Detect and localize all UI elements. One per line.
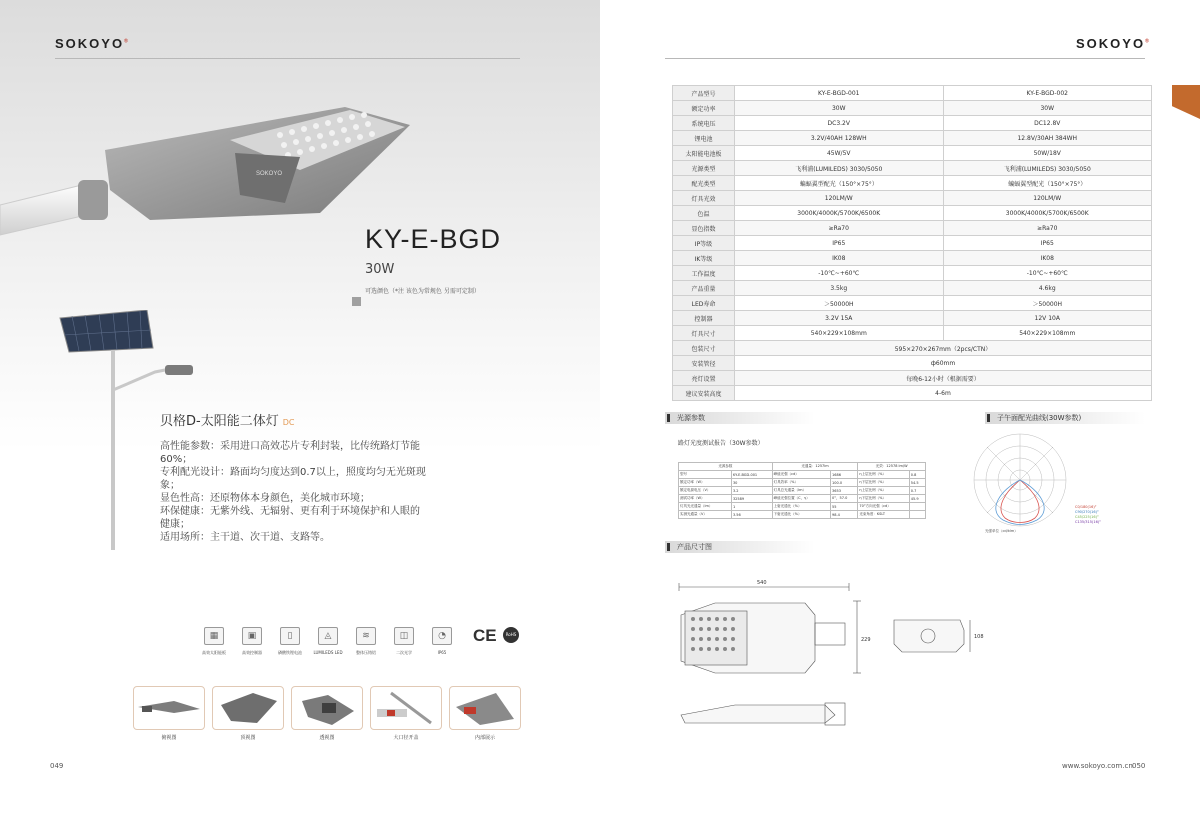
section-light-params: 光源参数 — [665, 412, 815, 424]
feature-item: 高性能参数：采用进口高效芯片专利封装，比传统路灯节能60%； — [160, 441, 420, 465]
table-row: 锂电池 3.2V/40AH 128WH 12.8V/30AH 384WH — [673, 131, 1152, 146]
table-row: 色温 3000K/4000K/5700K/6500K 3000K/4000K/5700K/6500K — [673, 206, 1152, 221]
view-top: 顶视图 — [212, 686, 284, 741]
table-row: 实测光通量（V） 3.56 下射光通比（%） 98.4 光束角度：KSLT — [679, 511, 926, 519]
feature-icons — [198, 627, 458, 656]
table-row: 光源类型 飞利浦(LUMILEDS) 3030/5050 飞利浦(LUMILEDS) 3030/5050 — [673, 161, 1152, 176]
table-row: 亮灯设置 每晚6-12小时（根据需要） — [673, 371, 1152, 386]
page-number-right: 050 — [1132, 762, 1146, 770]
curve-caption: 光强单位（cd/klm） — [985, 529, 1018, 533]
heat-sink-icon: ≋ 整体压铸铝 — [350, 627, 382, 656]
table-row: 建议安装高度 4-6m — [673, 386, 1152, 401]
polar-distribution-chart — [965, 430, 1075, 535]
page-tab-marker — [1172, 85, 1200, 119]
table-row: 产品重量 3.5kg 4.6kg — [673, 281, 1152, 296]
header-divider — [55, 58, 520, 59]
color-swatch-grey — [352, 297, 361, 306]
color-note: 可选颜色（*注 该色为常规色 另需可定制） — [365, 288, 480, 295]
table-row: IP等级 IP65 IP65 — [673, 236, 1152, 251]
battery-icon: ▯ 磷酸铁锂电池 — [274, 627, 306, 656]
table-row: 控制器 3.2V 15A 12V 10A — [673, 311, 1152, 326]
right-page — [600, 0, 1200, 820]
brand-logo: SOKOYO® — [1076, 36, 1151, 51]
table-row: 额定功率 30W 30W — [673, 101, 1152, 116]
optics-icon: ◫ 二次光学 — [388, 627, 420, 656]
table-row: 额定电源电压（V） 3.2 灯具总光通量（lm） 3653 η上层比例（%） 0.7 — [679, 487, 926, 495]
table-row: IK等级 IK08 IK08 — [673, 251, 1152, 266]
table-row: 灯具光效 120LM/W 120LM/W — [673, 191, 1152, 206]
model-title: KY-E-BGD — [365, 224, 502, 254]
waterproof-icon: ◔ IP65 — [426, 627, 458, 656]
feature-item: 专利配光设计：路面均匀度达到0.7以上，照度均匀无光斑现象； — [160, 467, 426, 491]
controller-icon: ▣ 高效控制器 — [236, 627, 268, 656]
feature-item: 显色性高：还原物体本身颜色，美化城市环境； — [160, 493, 370, 504]
table-row: 太阳能电池板 45W/5V 50W/18V — [673, 146, 1152, 161]
table-row: 工作温度 -10℃~+60℃ -10℃~+60℃ — [673, 266, 1152, 281]
solar-panel-icon: ▦ 高效太阳能板 — [198, 627, 230, 656]
power-rating: 30W — [365, 262, 395, 277]
curve-legend: C0/180(16)° C90/270(16)° C45/225(16)° C135/315(16)° — [1075, 505, 1101, 524]
photometric-table — [678, 462, 926, 519]
dimension-width: 540 — [757, 580, 767, 586]
street-light-hero-image — [0, 95, 420, 245]
table-row: 配光类型 蝙蝠翼型配光（150°×75°） 蝙蝠翼型配光（150°×75°） — [673, 176, 1152, 191]
rohs-mark: RoHS — [503, 627, 519, 643]
led-icon: ◬ LUMILEDS LED — [312, 627, 344, 656]
table-row: 灯具尺寸 540×229×108mm 540×229×108mm — [673, 326, 1152, 341]
view-perspective: 透视图 — [291, 686, 363, 741]
dimension-depth: 108 — [974, 634, 984, 640]
report-title: 路灯光度测试报告（30W参数） — [678, 440, 764, 447]
website: www.sokoyo.com.cn — [1062, 762, 1133, 770]
brand-logo: SOKOYO® — [55, 36, 130, 51]
feature-item: 环保健康：无紫外线、无辐射、更有利于环境保护和人眼的健康； — [160, 506, 420, 530]
table-row: 光源参数 光通量：1257lm 光效：12578 lm/W — [679, 463, 926, 471]
table-row: 显色指数 ≥Ra70 ≥Ra70 — [673, 221, 1152, 236]
feature-item: 适用场所：主干道、次干道、支路等。 — [160, 532, 330, 543]
table-row: 产品型号 KY-E-BGD-001 KY-E-BGD-002 — [673, 86, 1152, 101]
view-internal: 内部展示 — [449, 686, 521, 741]
table-row: LED寿命 ＞50000H ＞50000H — [673, 296, 1152, 311]
table-row: 安装管径 ф60mm — [673, 356, 1152, 371]
table-row: 型号 KY-E-BGD-001 峰值光强（cd） 1686 η上层比例（%） 0.8 — [679, 471, 926, 479]
ce-mark: CE — [473, 626, 497, 645]
view-side: 俯视图 — [133, 686, 205, 741]
section-light-curve: 子午面配光曲线(30W参数) — [985, 412, 1145, 424]
dimension-drawing-end — [890, 608, 990, 658]
header-divider — [665, 58, 1145, 59]
table-row: 测试功率（W） 32589 峰值光强位置（C，γ） 0°，57.0 η下层比例（%） 45.9 — [679, 495, 926, 503]
page-number-left: 049 — [50, 762, 64, 770]
product-views — [133, 686, 521, 741]
dimension-height: 229 — [861, 637, 871, 643]
table-row: 系统电压 DC3.2V DC12.8V — [673, 116, 1152, 131]
dc-tag: DC — [282, 418, 295, 427]
view-open-cover: 大口径开盖 — [370, 686, 442, 741]
table-row: 额定功率（W） 30 灯具效率（%） 100.0 η下层比例（%） 54.5 — [679, 479, 926, 487]
table-row: 灯具光光通量（lm） 1 上射光通比（%） 55 70°方向光强（cd） — [679, 503, 926, 511]
spec-table — [672, 85, 1152, 401]
product-subtitle: 贝格D-太阳能二体灯 DC — [160, 414, 295, 429]
section-dimensions: 产品尺寸图 — [665, 541, 815, 553]
svg-text:SOKOYO: SOKOYO — [256, 171, 283, 177]
table-row: 包装尺寸 595×270×267mm（2pcs/CTN） — [673, 341, 1152, 356]
feature-list — [160, 440, 428, 544]
